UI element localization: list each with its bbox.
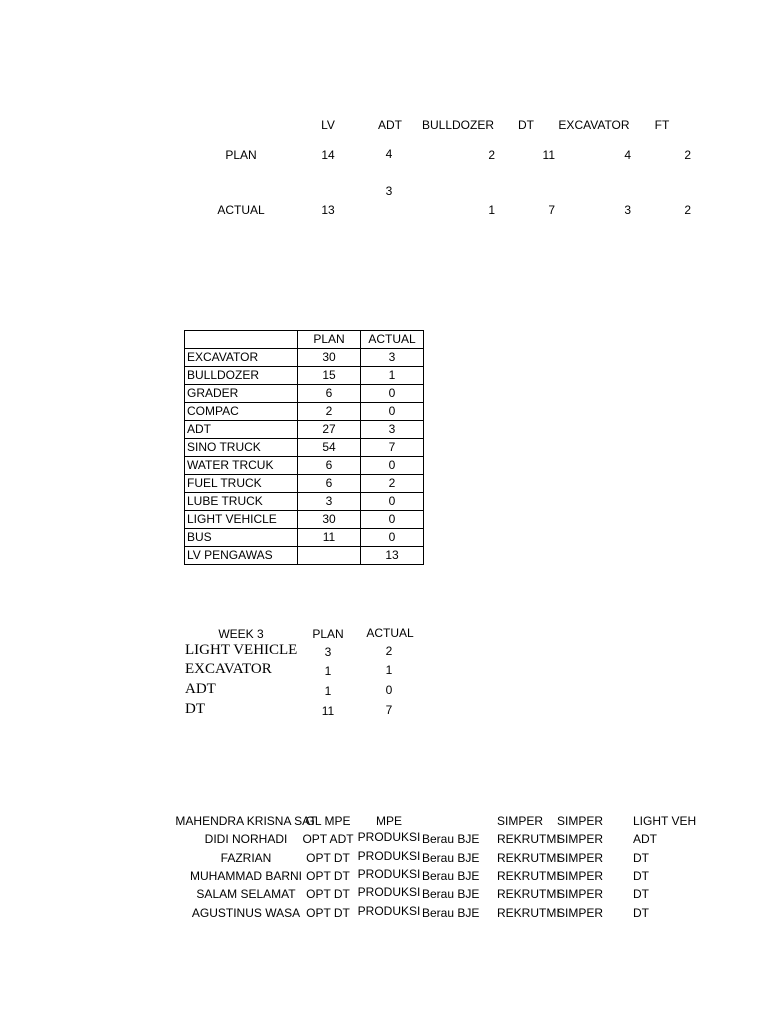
actual-value-cell: 7 [361,439,424,457]
actual-value-cell: 3 [361,349,424,367]
plan-value-cell: 15 [298,367,361,385]
summary-adt-extra: 3 [385,184,393,198]
person-department: PRODUKSI [357,830,421,844]
person-department: PRODUKSI [357,849,421,863]
table-header-blank [185,331,298,349]
week3-row-plan: 3 [324,645,332,659]
equipment-name-cell: COMPAC [185,403,298,421]
person-license: SIMPER [557,832,604,846]
plan-value-cell: 6 [298,457,361,475]
summary-plan-bulldozer: 2 [488,148,495,162]
week3-row-actual: 7 [385,703,393,717]
week3-row-plan: 1 [324,684,332,698]
summary-plan-label: PLAN [225,148,257,162]
person-role: GL MPE [305,814,351,828]
plan-value-cell: 27 [298,421,361,439]
person-name: FAZRIAN [220,851,272,865]
table-row [185,529,424,547]
equipment-name-cell: SINO TRUCK [185,439,298,457]
summary-actual-excavator: 3 [624,203,631,217]
person-site: Berau BJE [422,906,480,920]
equipment-name-cell: EXCAVATOR [185,349,298,367]
summary-header-lv: LV [321,118,335,132]
actual-value-cell: 0 [361,493,424,511]
week3-row-label: LIGHT VEHICLE [185,642,298,658]
table-row [185,511,424,529]
summary-actual-dt: 7 [548,203,555,217]
actual-value-cell: 3 [361,421,424,439]
person-role: OPT DT [306,851,350,865]
equipment-name-cell: BULLDOZER [185,367,298,385]
person-source: SIMPER [497,814,544,828]
table-header-row [185,331,424,349]
table-row [185,547,424,565]
person-license: SIMPER [557,851,604,865]
person-department: PRODUKSI [357,867,421,881]
person-unit: LIGHT VEH [633,814,697,828]
table-row [185,403,424,421]
person-department: PRODUKSI [357,904,421,918]
table-row [185,475,424,493]
person-license: SIMPER [557,869,604,883]
person-unit: DT [633,906,649,920]
plan-value-cell: 2 [298,403,361,421]
summary-plan-adt: 4 [385,147,393,161]
person-site: Berau BJE [422,869,480,883]
week3-row-label: ADT [185,681,216,697]
actual-value-cell: 0 [361,529,424,547]
summary-actual-lv: 13 [321,203,335,217]
plan-value-cell: 54 [298,439,361,457]
equipment-name-cell: LV PENGAWAS [185,547,298,565]
equipment-table [184,330,424,565]
table-row [185,421,424,439]
summary-plan-dt: 11 [542,148,555,162]
summary-actual-label: ACTUAL [217,203,265,217]
person-name: MUHAMMAD BARNI [189,869,303,883]
table-body [185,349,424,565]
actual-value-cell: 0 [361,457,424,475]
person-role: OPT DT [306,887,350,901]
summary-header-dt: DT [518,118,534,132]
summary-plan-lv: 14 [321,148,335,162]
person-name: AGUSTINUS WASA [191,906,301,920]
equipment-name-cell: GRADER [185,385,298,403]
plan-value-cell: 30 [298,349,361,367]
person-unit: DT [633,887,649,901]
person-source: REKRUTMI [497,869,560,883]
equipment-name-cell: ADT [185,421,298,439]
person-unit: ADT [633,832,657,846]
week3-plan-label: PLAN [312,627,344,641]
person-department: MPE [375,814,403,828]
table-row [185,439,424,457]
summary-actual-bulldozer: 1 [488,203,495,217]
actual-value-cell: 2 [361,475,424,493]
plan-value-cell: 30 [298,511,361,529]
summary-plan-ft: 2 [684,148,691,162]
person-site: Berau BJE [422,851,480,865]
person-license: SIMPER [557,887,604,901]
person-unit: DT [633,851,649,865]
actual-value-cell: 13 [361,547,424,565]
week3-row-plan: 1 [324,664,332,678]
person-source: REKRUTMI [497,832,560,846]
week3-row-actual: 2 [385,644,393,658]
person-role: OPT DT [306,869,350,883]
actual-value-cell: 0 [361,385,424,403]
person-source: REKRUTMI [497,887,560,901]
person-name: DIDI NORHADI [204,832,288,846]
actual-value-cell: 1 [361,367,424,385]
person-site: Berau BJE [422,832,480,846]
plan-value-cell: 6 [298,385,361,403]
equipment-name-cell: FUEL TRUCK [185,475,298,493]
person-license: SIMPER [557,814,604,828]
equipment-name-cell: LUBE TRUCK [185,493,298,511]
table-row [185,367,424,385]
person-name: MAHENDRA KRISNA SAT [175,814,317,828]
person-source: REKRUTMI [497,851,560,865]
table-row [185,457,424,475]
person-source: REKRUTMI [497,906,560,920]
actual-value-cell: 0 [361,511,424,529]
summary-plan-excavator: 4 [624,148,631,162]
plan-value-cell: 3 [298,493,361,511]
person-department: PRODUKSI [357,885,421,899]
plan-value-cell: 11 [298,529,361,547]
actual-value-cell: 0 [361,403,424,421]
equipment-name-cell: BUS [185,529,298,547]
person-name: SALAM SELAMAT [196,887,296,901]
table-header-actual: ACTUAL [361,331,424,349]
week3-title: WEEK 3 [218,627,264,641]
summary-header-ft: FT [654,118,670,132]
week3-row-label: EXCAVATOR [185,661,272,677]
table-row [185,385,424,403]
plan-value-cell: 6 [298,475,361,493]
table-row [185,493,424,511]
week3-row-plan: 11 [321,704,335,718]
plan-value-cell [298,547,361,565]
person-site: Berau BJE [422,887,480,901]
week3-row-actual: 1 [385,663,393,677]
summary-header-excavator: EXCAVATOR [558,118,630,132]
equipment-name-cell: WATER TRCUK [185,457,298,475]
summary-actual-ft: 2 [684,203,691,217]
equipment-name-cell: LIGHT VEHICLE [185,511,298,529]
week3-row-label: DT [185,701,205,717]
summary-header-bulldozer: BULLDOZER [421,118,495,132]
week3-row-actual: 0 [385,683,393,697]
week3-actual-label: ACTUAL [366,626,414,640]
table-header-plan: PLAN [298,331,361,349]
person-role: OPT ADT [302,832,354,846]
person-unit: DT [633,869,649,883]
table-row [185,349,424,367]
summary-header-adt: ADT [378,118,402,132]
person-license: SIMPER [557,906,604,920]
person-role: OPT DT [306,906,350,920]
